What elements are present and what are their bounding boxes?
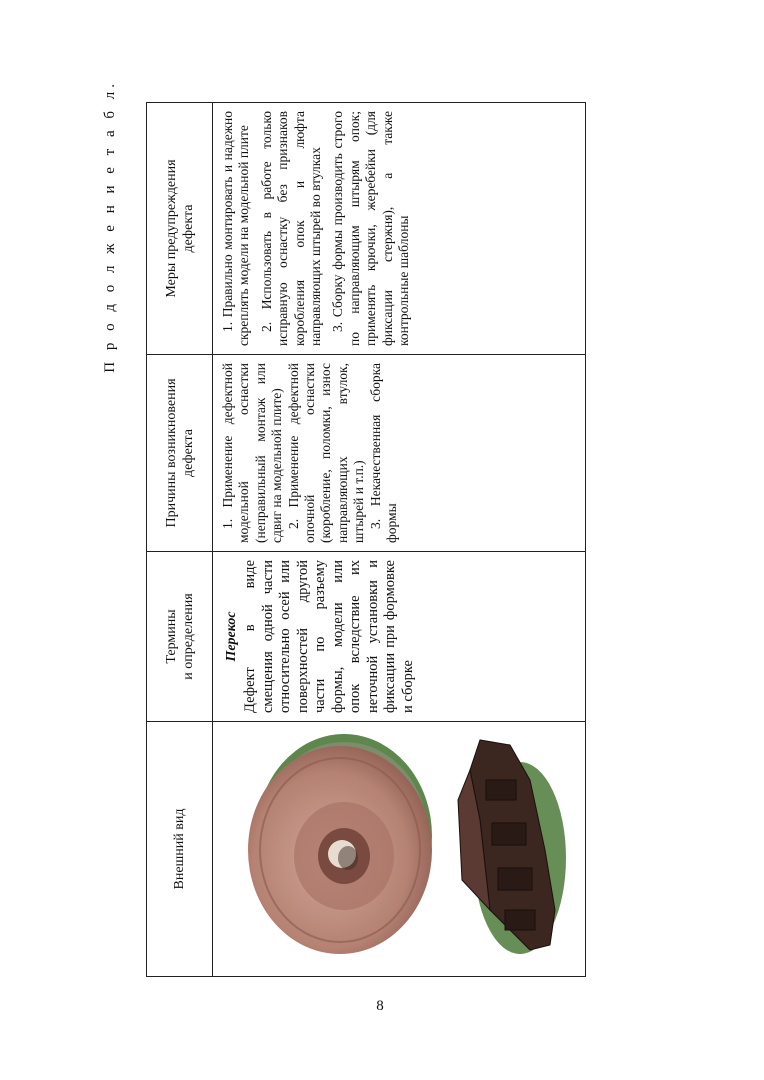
cause-item: 1. Применение дефектной модельной оснастки (неправильный монтаж или сдвиг на модельной плите) xyxy=(220,363,285,543)
cause-item: 3. Некачественная сборка формы xyxy=(367,363,400,543)
header-terms-text: Термины и определения xyxy=(163,593,196,680)
casting-photo-disc xyxy=(246,730,436,968)
header-causes-text: Причины возникновения дефекта xyxy=(163,378,196,528)
appearance-cell xyxy=(212,721,585,976)
defects-table xyxy=(146,102,586,977)
table-header-row xyxy=(147,103,213,976)
measure-item: 3. Сборку формы производить строго по направляющим штырям опок; применять крючки, жеребейки (для фиксации стержня), а также контрольные шаблоны xyxy=(330,111,412,346)
header-appearance xyxy=(147,721,212,976)
rotated-content xyxy=(100,80,635,1017)
defect-term: Перекос xyxy=(224,611,239,662)
casting-photo-block xyxy=(450,724,576,970)
page-number: 8 xyxy=(376,998,384,1014)
table-row xyxy=(212,103,585,976)
header-appearance-text: Внешний вид xyxy=(172,808,187,890)
terms-cell xyxy=(212,551,585,721)
measure-item: 1. Правильно монтировать и надежно скреплять модели на модельной плите xyxy=(220,111,252,346)
measures-cell xyxy=(212,103,585,354)
header-measures xyxy=(147,103,212,354)
table-continuation-label: П р о д о л ж е н и е т а б л. xyxy=(102,80,118,373)
cause-item: 2. Применение дефектной опочной оснастки (коробление, поломки, износ направляющих втулок, штырей и т.п.) xyxy=(285,363,367,543)
causes-cell xyxy=(212,354,585,551)
header-causes xyxy=(147,354,212,551)
measure-item: 2. Использовать в работе только исправную оснастку без признаков коробления опок и люфта направляющих штырей во втулках xyxy=(258,111,324,346)
header-measures-text: Меры предупреждения дефекта xyxy=(163,159,196,298)
header-terms xyxy=(147,551,212,721)
defect-definition: Дефект в виде смещения одной части относительно осей или поверхностей другой части по разъему формы, модели или опок вследствие их неточной установки и фиксации при формовке и сборке xyxy=(242,560,416,713)
